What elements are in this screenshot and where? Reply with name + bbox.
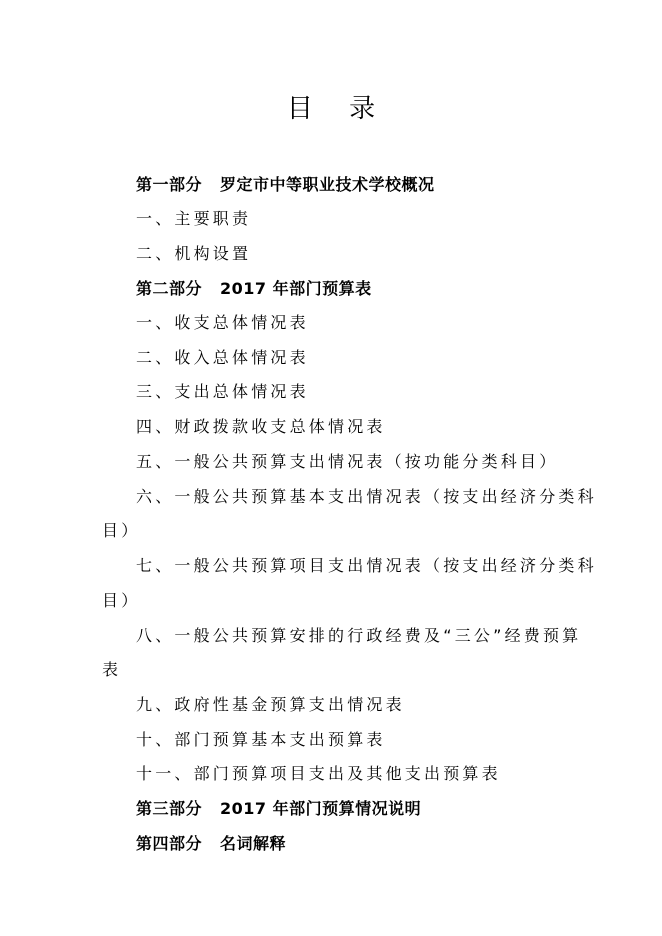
toc-item: 四、财政拨款收支总体情况表 bbox=[136, 417, 386, 436]
part-label: 第一部分 bbox=[136, 175, 203, 194]
toc-part-4 bbox=[136, 834, 286, 854]
toc-item: 七、一般公共预算项目支出情况表（按支出经济分类科 bbox=[136, 556, 597, 575]
toc-item: 三、支出总体情况表 bbox=[136, 382, 309, 401]
toc-item-continuation: 目） bbox=[102, 591, 141, 610]
toc-item: 六、一般公共预算基本支出情况表（按支出经济分类科 bbox=[136, 487, 597, 506]
toc-item: 一、主要职责 bbox=[136, 209, 252, 228]
toc-item: 二、收入总体情况表 bbox=[136, 348, 309, 367]
part-title: 2017 年部门预算表 bbox=[220, 279, 372, 298]
toc-part-2 bbox=[136, 279, 372, 299]
toc-item: 二、机构设置 bbox=[136, 244, 252, 263]
part-title: 罗定市中等职业技术学校概况 bbox=[220, 175, 435, 194]
part-title: 名词解释 bbox=[220, 834, 287, 853]
toc-item: 十、部门预算基本支出预算表 bbox=[136, 730, 386, 749]
toc-item-continuation: 目） bbox=[102, 521, 141, 540]
toc-item: 十一、部门预算项目支出及其他支出预算表 bbox=[136, 764, 501, 783]
part-label: 第四部分 bbox=[136, 834, 203, 853]
toc-item: 一、收支总体情况表 bbox=[136, 313, 309, 332]
toc-item: 九、政府性基金预算支出情况表 bbox=[136, 695, 405, 714]
part-label: 第三部分 bbox=[136, 799, 203, 818]
toc-part-3 bbox=[136, 799, 421, 819]
toc-item: 五、一般公共预算支出情况表（按功能分类科目） bbox=[136, 452, 559, 471]
toc-item-continuation: 表 bbox=[102, 660, 122, 679]
part-label: 第二部分 bbox=[136, 279, 203, 298]
page-title: 目 录 bbox=[286, 94, 390, 124]
toc-part-1 bbox=[136, 175, 435, 195]
part-title: 2017 年部门预算情况说明 bbox=[220, 799, 422, 818]
toc-item: 八、一般公共预算安排的行政经费及“三公”经费预算 bbox=[136, 626, 582, 645]
